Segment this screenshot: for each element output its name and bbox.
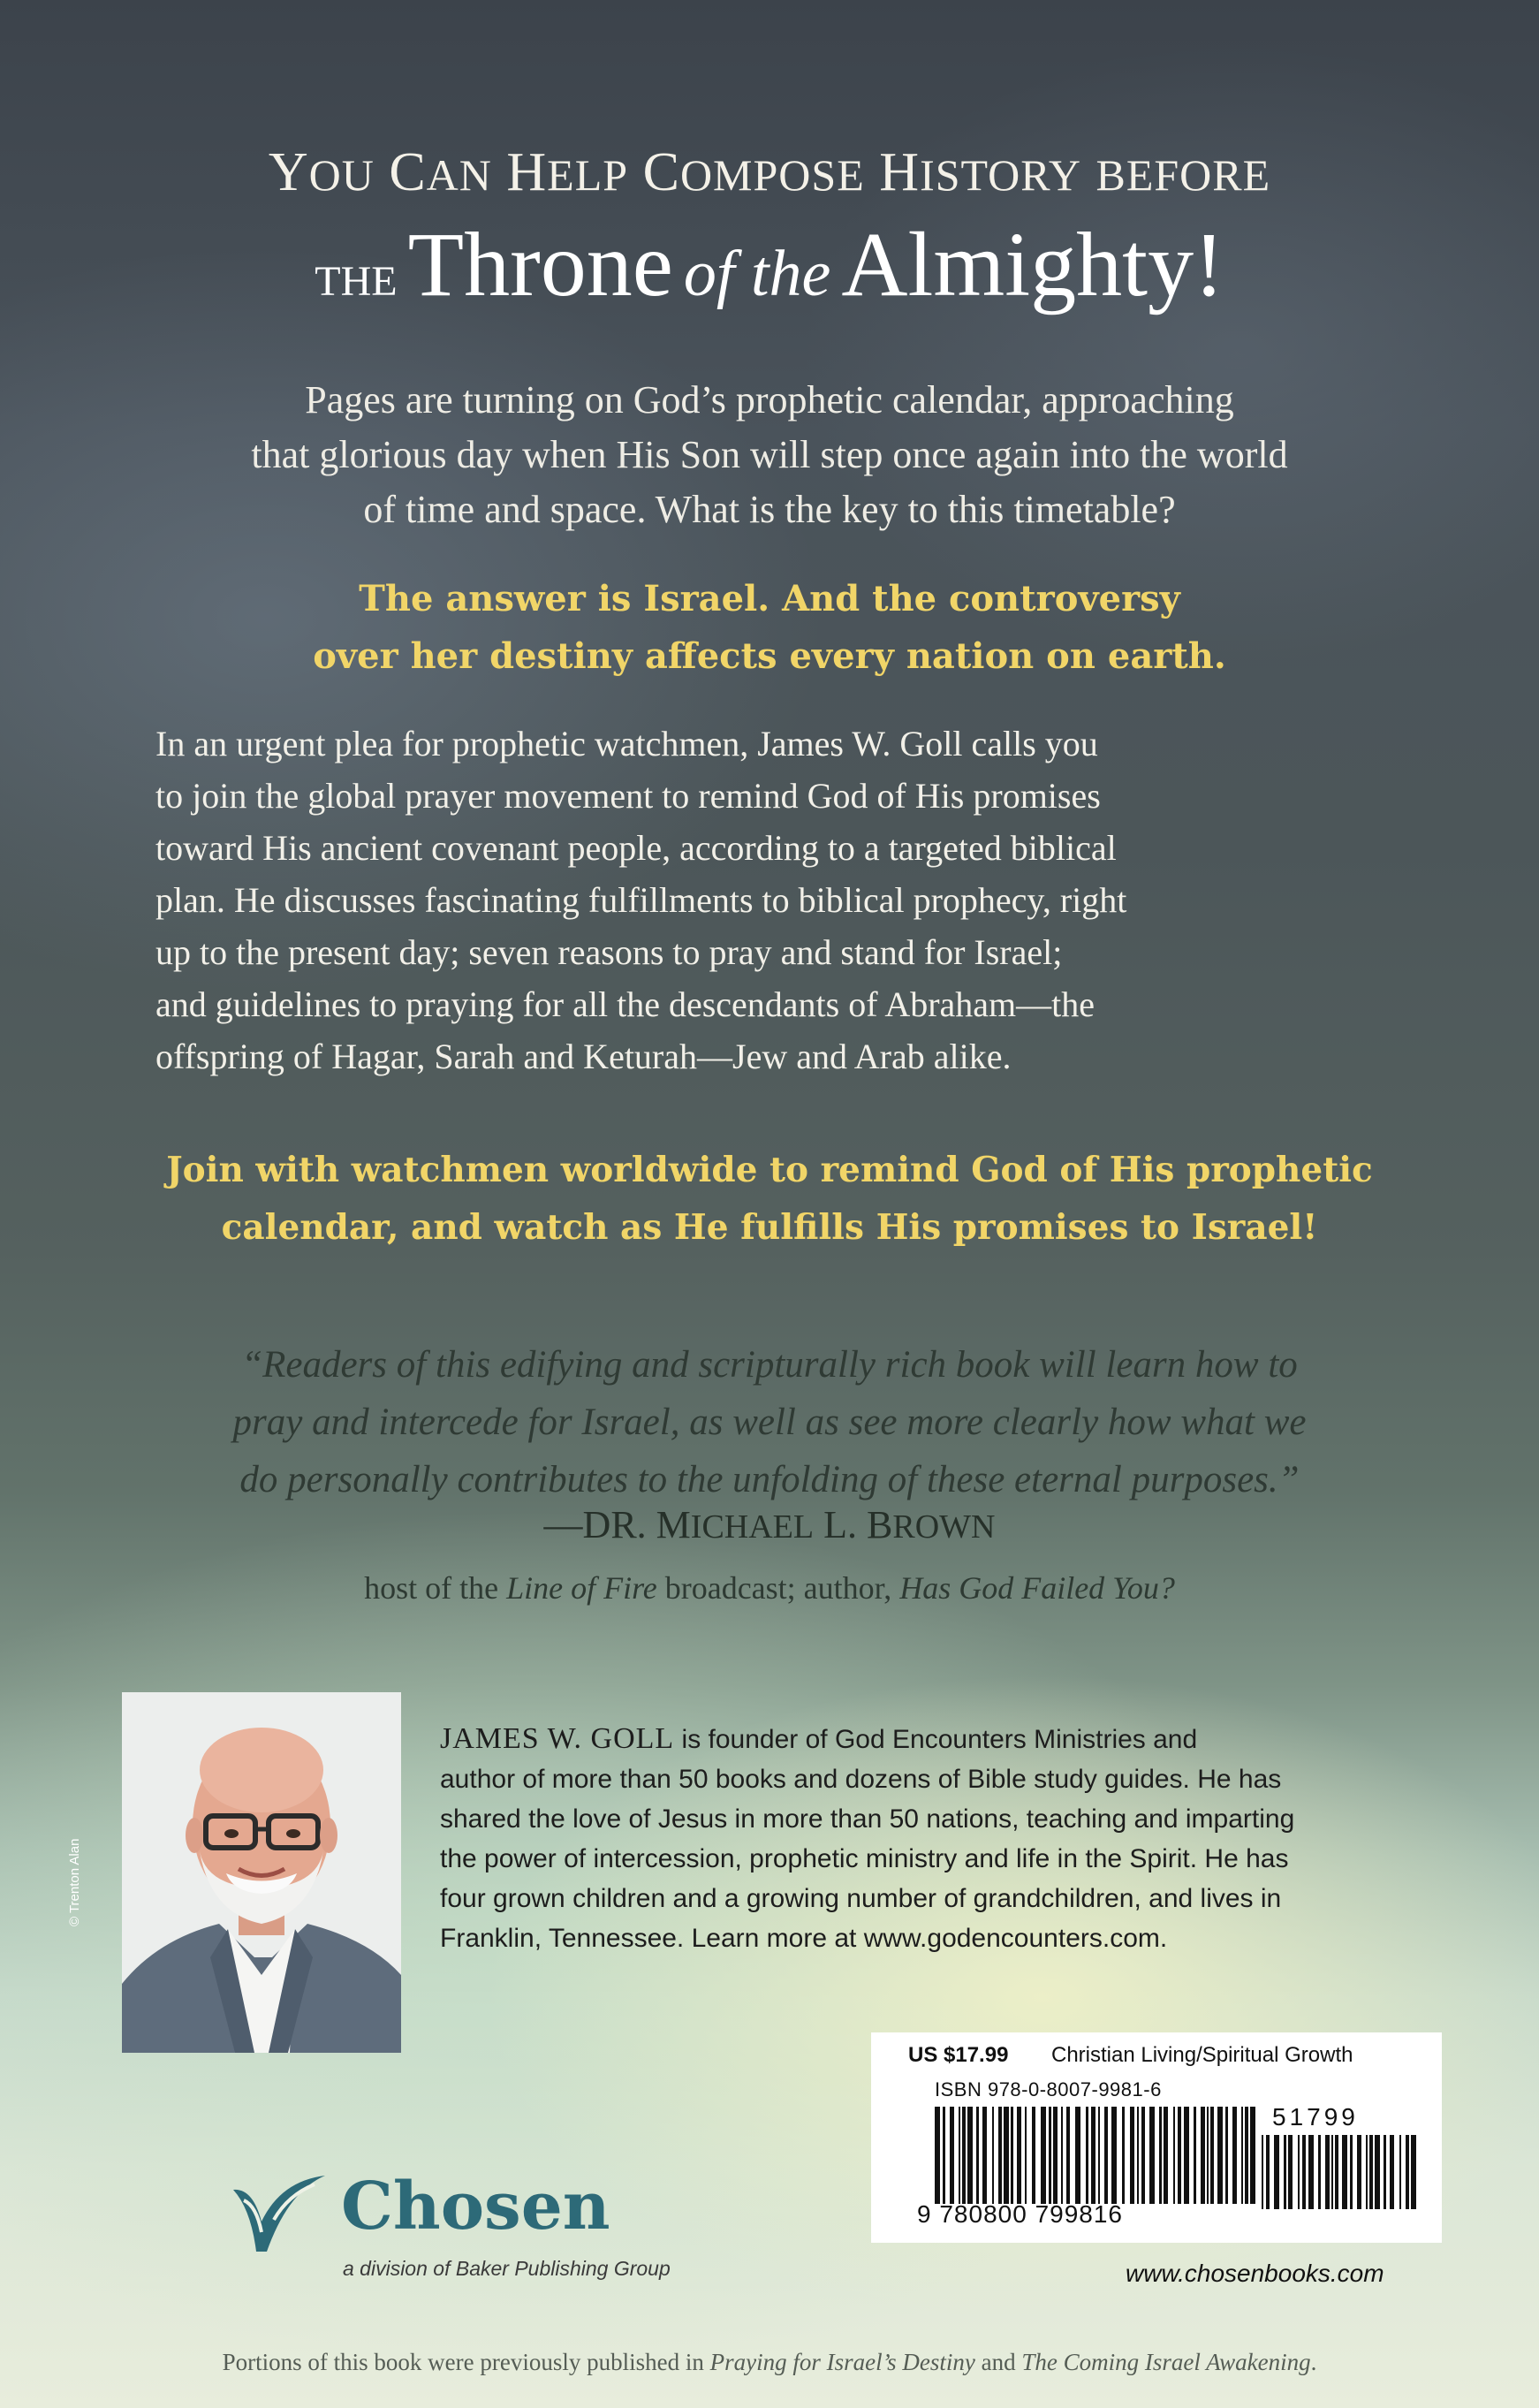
- publisher-website: www.chosenbooks.com: [1126, 2260, 1384, 2287]
- barcode-bar: [1086, 2107, 1088, 2204]
- barcode-bar: [1159, 2107, 1162, 2204]
- barcode-bar: [992, 2107, 994, 2204]
- barcode-bar: [943, 2107, 945, 2204]
- barcode-bar: [1061, 2107, 1063, 2204]
- footer-note: Portions of this book were previously published in Praying for Israel’s Destiny and The Coming Israel Awakening.: [222, 2349, 1317, 2375]
- isbn-barcode: [935, 2107, 1262, 2204]
- price: US $17.99: [908, 2043, 1009, 2067]
- endorser-name: —DR. MICHAEL L. BROWN: [543, 1503, 996, 1546]
- publisher-logo: [226, 2169, 671, 2292]
- highlight-israel: The answer is Israel. And the controversy over her destiny affects every nation on earth.: [313, 578, 1226, 677]
- barcode-bar: [935, 2107, 940, 2204]
- barcode-bar: [1011, 2107, 1013, 2204]
- publisher-division: a division of Baker Publishing Group: [343, 2257, 671, 2280]
- intro-paragraph: Pages are turning on God’s prophetic calendar, approaching that glorious day when His Son will step once again into the world of time and space. What is the key to this timetable?: [251, 378, 1288, 531]
- barcode-bar: [1130, 2107, 1134, 2204]
- barcode-bar: [1399, 2135, 1401, 2209]
- barcode-bar: [1335, 2135, 1338, 2209]
- barcode-bar: [1091, 2107, 1095, 2204]
- barcode-bar: [1375, 2135, 1380, 2209]
- highlight-join-watchmen: Join with watchmen worldwide to remind God of His prophetic calendar, and watch as He fulfills His promises to Israel!: [166, 1150, 1373, 1248]
- author-name: JAMES W. GOLL: [440, 1722, 675, 1755]
- barcode-bar: [1250, 2107, 1255, 2204]
- photo-credit: © Trenton Alan: [67, 1838, 82, 1926]
- barcode-bar: [976, 2107, 979, 2204]
- barcode-bar: [1298, 2135, 1300, 2209]
- barcode-bar: [1201, 2107, 1205, 2204]
- price-addon-digits: 51799: [1272, 2103, 1359, 2131]
- headline-line-2: THE Throne of the Almighty!: [315, 214, 1224, 315]
- barcode-bar: [1207, 2107, 1209, 2204]
- barcode-bar: [1366, 2135, 1368, 2209]
- barcode-bar: [1004, 2107, 1009, 2204]
- description-paragraph: In an urgent plea for prophetic watchmen, James W. Goll calls you to join the global prayer movement to remind God of His promises toward His ancient covenant people, according to a targeted biblical plan. He discusses fascinating fulfillments to biblical prophecy, right up to the present day; seven reasons to pray and stand for Israel; and guidelines to praying for all the descendants of Abraham—the offspring of Hagar, Sarah and Keturah—Jew and Arab alike.: [155, 724, 1127, 1076]
- barcode-bar: [982, 2107, 987, 2204]
- endorser-credentials: host of the Line of Fire broadcast; author, Has God Failed You?: [364, 1570, 1175, 1606]
- barcode-bar: [1325, 2135, 1330, 2209]
- barcode-bar: [967, 2107, 973, 2204]
- barcode-bar: [1406, 2135, 1409, 2209]
- barcode-bar: [962, 2107, 966, 2204]
- barcode-bar: [1111, 2107, 1117, 2204]
- barcode-bar: [1284, 2135, 1286, 2209]
- barcode-bar: [1075, 2107, 1080, 2204]
- barcode-digits: 9 780800 799816: [917, 2200, 1123, 2228]
- barcode-bar: [1308, 2135, 1314, 2209]
- price-addon-barcode: [1262, 2135, 1421, 2209]
- isbn: ISBN 978-0-8007-9981-6: [935, 2078, 1162, 2100]
- barcode-bar: [1178, 2107, 1181, 2204]
- barcode-bar: [1173, 2107, 1175, 2204]
- barcode-bar: [1098, 2107, 1100, 2204]
- barcode-bar: [1384, 2135, 1386, 2209]
- barcode-bar: [1041, 2107, 1046, 2204]
- barcode-bar: [1017, 2107, 1021, 2204]
- barcode-bar: [1245, 2107, 1248, 2204]
- publisher-name: Chosen: [341, 2169, 610, 2245]
- barcode-bar: [1390, 2135, 1394, 2209]
- barcode-bar: [1369, 2135, 1373, 2209]
- barcode-bar: [1122, 2107, 1125, 2204]
- barcode-bar: [1331, 2135, 1333, 2209]
- author-photo: [122, 1692, 401, 2053]
- barcode-bar: [1217, 2107, 1223, 2204]
- barcode-bar: [1266, 2135, 1270, 2209]
- barcode-bar: [959, 2107, 960, 2204]
- barcode-bar: [1241, 2107, 1243, 2204]
- barcode-bar: [1164, 2107, 1168, 2204]
- barcode-bar: [1411, 2135, 1416, 2209]
- barcode-bar: [950, 2107, 954, 2204]
- barcode-bar: [1032, 2107, 1035, 2204]
- barcode-bar: [998, 2107, 1002, 2204]
- barcode-bar: [1350, 2135, 1353, 2209]
- barcode-bar: [1053, 2107, 1058, 2204]
- barcode-bar: [1232, 2107, 1237, 2204]
- barcode-bar: [1225, 2107, 1228, 2204]
- barcode-bar: [1066, 2107, 1070, 2204]
- barcode-bar: [1194, 2107, 1196, 2204]
- barcode-bar: [1302, 2135, 1306, 2209]
- barcode-bar: [1025, 2107, 1027, 2204]
- barcode-bar: [1141, 2107, 1145, 2204]
- barcode-bar: [1149, 2107, 1155, 2204]
- barcode-bar: [1288, 2135, 1293, 2209]
- bisac-category: Christian Living/Spiritual Growth: [1051, 2043, 1353, 2067]
- chosen-v-icon: [226, 2170, 332, 2259]
- barcode-bar: [1262, 2135, 1263, 2209]
- barcode-bar: [1137, 2107, 1139, 2204]
- barcode-bar: [1318, 2135, 1321, 2209]
- barcode-bar: [1184, 2107, 1189, 2204]
- endorsement-quote: “Readers of this edifying and scripturally rich book will learn how to pray and intercede for Israel, as well as see more clearly how what we do personally contributes to the unfolding of these eternal purposes.”: [232, 1344, 1307, 1500]
- headline-line-1: YOU CAN HELP COMPOSE HISTORY BEFORE: [268, 142, 1271, 202]
- barcode-bar: [1104, 2107, 1108, 2204]
- barcode-bar: [1049, 2107, 1051, 2204]
- barcode-bar: [1210, 2107, 1214, 2204]
- author-bio: JAMES W. GOLL is founder of God Encounters Ministries and author of more than 50 books and dozens of Bible study guides. He has shared the love of Jesus in more than 50 nations, teaching and imparting the power of intercession, prophetic ministry and life in the Spirit. He has four grown children and a growing number of grandchildren, and lives in Franklin, Tennessee. Learn more at www.godencounters.com.: [440, 1722, 1295, 1953]
- barcode-bar: [1274, 2135, 1279, 2209]
- barcode-bar: [1342, 2135, 1347, 2209]
- barcode-bar: [1357, 2135, 1361, 2209]
